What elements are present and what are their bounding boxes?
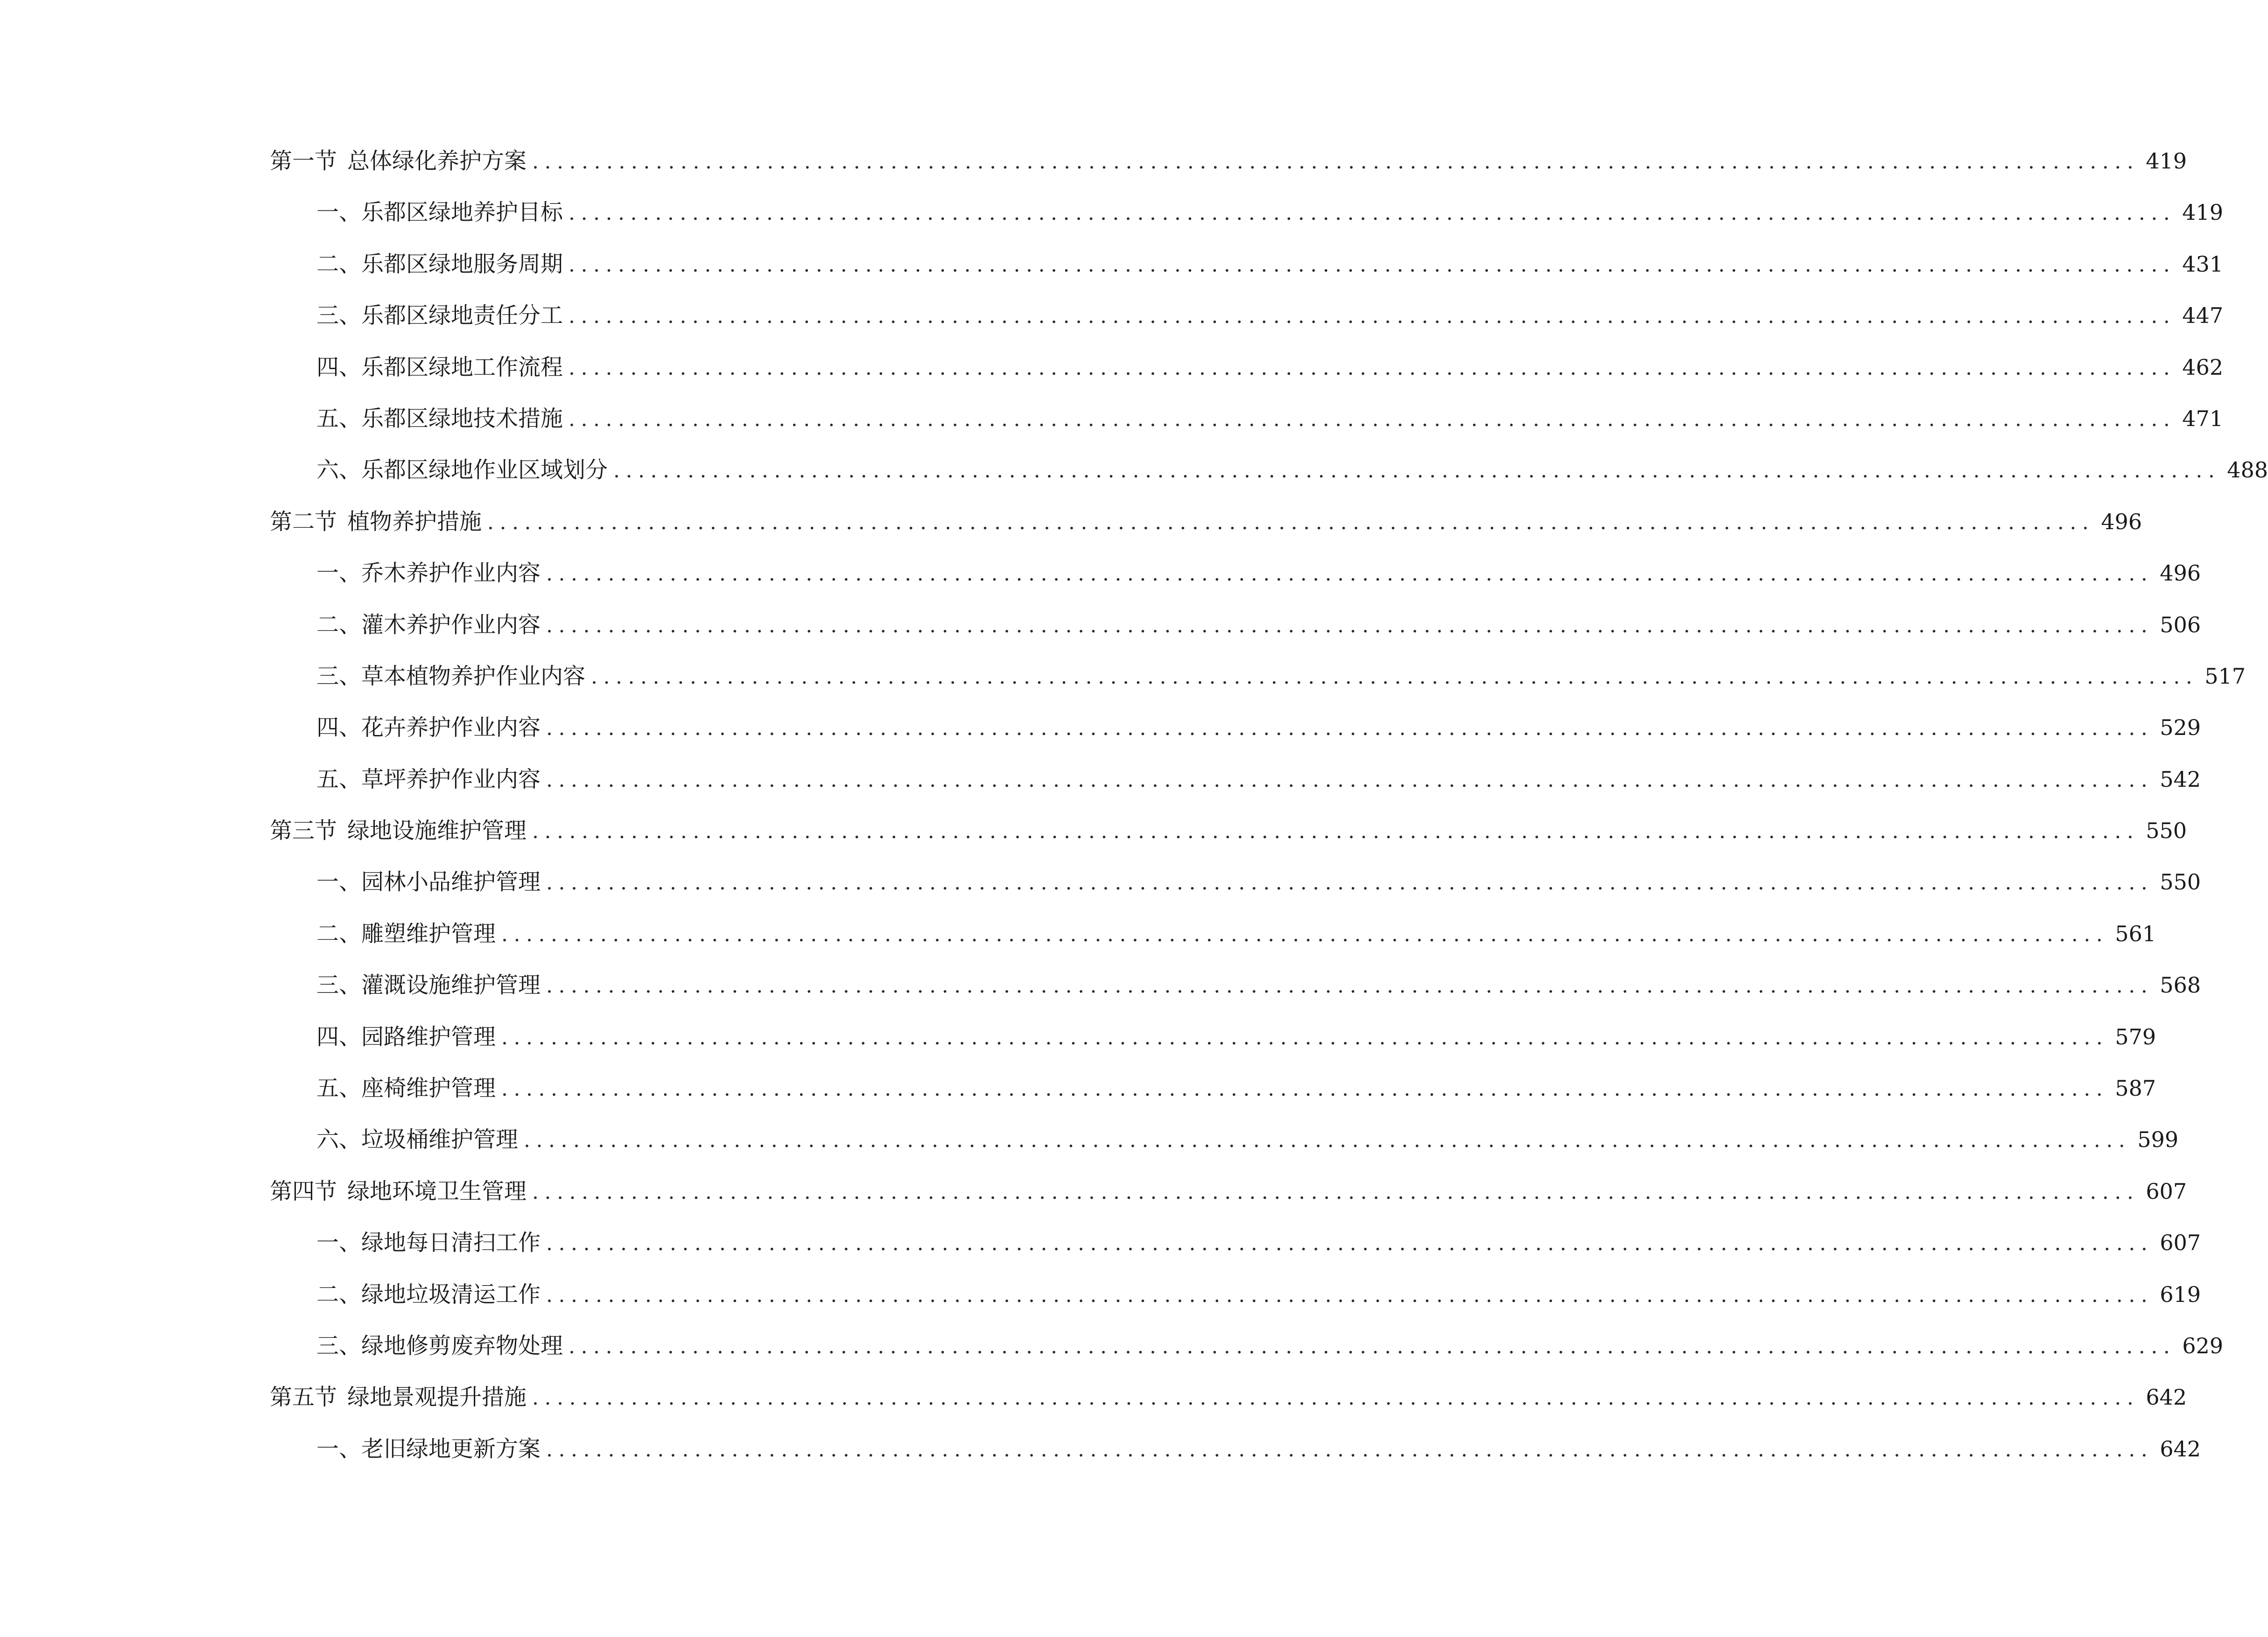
toc-entry[interactable] xyxy=(270,444,2268,496)
toc-dot-leader: .................................................................................................................................. xyxy=(546,1231,2154,1256)
toc-page-number: 496 xyxy=(2101,509,2142,534)
toc-entry[interactable] xyxy=(270,1423,2201,1475)
toc-page-number: 587 xyxy=(2115,1076,2156,1101)
toc-entry[interactable] xyxy=(270,393,2224,444)
toc-entry-title: 绿地设施维护管理 xyxy=(347,818,527,844)
toc-entry-number: 第四节 xyxy=(270,1178,337,1204)
toc-entry-title: 草坪养护作业内容 xyxy=(361,766,541,792)
toc-entry-number: 一、 xyxy=(316,199,362,226)
toc-entry[interactable] xyxy=(270,1217,2201,1268)
toc-dot-leader: .................................................................................................................................. xyxy=(546,613,2154,637)
toc-entry-number: 第三节 xyxy=(270,818,337,844)
toc-entry-title: 雕塑维护管理 xyxy=(361,920,496,947)
toc-page-number: 496 xyxy=(2160,560,2201,586)
toc-dot-leader: .................................................................................................................................. xyxy=(569,304,2176,329)
toc-entry-number: 一、 xyxy=(316,1230,362,1256)
toc-entry[interactable] xyxy=(270,135,2187,187)
toc-page-number: 542 xyxy=(2160,766,2201,792)
toc-entry-number: 第一节 xyxy=(270,148,337,174)
toc-entry-number: 第二节 xyxy=(270,508,337,535)
toc-entry-number: 第五节 xyxy=(270,1384,337,1411)
toc-dot-leader: .................................................................................................................................. xyxy=(532,150,2140,174)
toc-entry-number: 六、 xyxy=(316,457,362,483)
toc-entry[interactable] xyxy=(270,1011,2156,1063)
toc-entry-title: 绿地修剪废弃物处理 xyxy=(361,1332,563,1359)
toc-entry-title: 乐都区绿地作业区域划分 xyxy=(361,457,608,483)
toc-dot-leader: .................................................................................................................................. xyxy=(501,1077,2109,1101)
toc-entry-number: 三、 xyxy=(316,972,362,999)
toc-page-number: 506 xyxy=(2160,612,2201,637)
toc-entry-number: 四、 xyxy=(316,1023,362,1050)
toc-entry-number: 三、 xyxy=(316,663,362,689)
toc-entry-title: 老旧绿地更新方案 xyxy=(361,1435,541,1462)
toc-dot-leader: .................................................................................................................................. xyxy=(487,510,2095,534)
toc-entry-number: 一、 xyxy=(316,1435,362,1462)
toc-entry-number: 五、 xyxy=(316,766,362,792)
toc-entry-title: 草本植物养护作业内容 xyxy=(361,663,586,689)
toc-dot-leader: .................................................................................................................................. xyxy=(569,356,2176,380)
toc-entry-number: 一、 xyxy=(316,869,362,895)
toc-dot-leader: .................................................................................................................................. xyxy=(524,1128,2131,1153)
toc-page-number: 517 xyxy=(2205,663,2246,689)
toc-entry-title: 绿地每日清扫工作 xyxy=(361,1230,541,1256)
toc-entry-title: 乐都区绿地技术措施 xyxy=(361,405,563,432)
toc-entry[interactable] xyxy=(270,1320,2224,1371)
toc-page-number: 488 xyxy=(2227,457,2268,483)
toc-dot-leader: .................................................................................................................................. xyxy=(546,974,2154,998)
toc-entry-title: 乐都区绿地责任分工 xyxy=(361,302,563,329)
toc-entry-title: 绿地环境卫生管理 xyxy=(347,1178,527,1204)
toc-entry-number: 五、 xyxy=(316,405,362,432)
toc-dot-leader: .................................................................................................................................. xyxy=(569,201,2176,225)
toc-entry[interactable] xyxy=(270,342,2224,393)
toc-entry-number: 四、 xyxy=(316,354,362,380)
toc-page-number: 471 xyxy=(2182,406,2224,431)
toc-page-number: 529 xyxy=(2160,715,2201,741)
toc-entry-title: 乐都区绿地工作流程 xyxy=(361,354,563,380)
toc-entry-title: 灌溉设施维护管理 xyxy=(361,972,541,999)
toc-dot-leader: .................................................................................................................................. xyxy=(501,1025,2109,1049)
toc-entry-number: 六、 xyxy=(316,1126,362,1153)
toc-entry-title: 总体绿化养护方案 xyxy=(347,148,527,174)
toc-entry[interactable] xyxy=(270,547,2201,599)
toc-page-number: 568 xyxy=(2160,972,2201,998)
toc-entry[interactable] xyxy=(270,187,2224,238)
toc-entry-title: 花卉养护作业内容 xyxy=(361,714,541,741)
toc-entry[interactable] xyxy=(270,290,2224,341)
table-of-contents xyxy=(270,135,2268,1475)
toc-entry[interactable] xyxy=(270,908,2156,959)
toc-dot-leader: .................................................................................................................................. xyxy=(546,562,2154,586)
toc-page-number: 642 xyxy=(2160,1436,2201,1462)
toc-dot-leader: .................................................................................................................................. xyxy=(591,665,2198,689)
toc-entry[interactable] xyxy=(270,702,2201,753)
toc-dot-leader: .................................................................................................................................. xyxy=(532,819,2140,844)
toc-entry-title: 绿地景观提升措施 xyxy=(347,1384,527,1411)
toc-entry-title: 垃圾桶维护管理 xyxy=(361,1126,519,1153)
toc-entry-number: 二、 xyxy=(316,611,362,638)
toc-entry[interactable] xyxy=(270,805,2187,856)
toc-entry[interactable] xyxy=(270,238,2224,290)
toc-entry[interactable] xyxy=(270,1371,2187,1423)
toc-dot-leader: .................................................................................................................................. xyxy=(546,716,2154,741)
toc-page-number: 447 xyxy=(2182,303,2224,329)
toc-entry[interactable] xyxy=(270,754,2201,805)
toc-entry-number: 三、 xyxy=(316,302,362,329)
toc-page-number: 462 xyxy=(2182,354,2224,380)
toc-entry-title: 绿地垃圾清运工作 xyxy=(361,1281,541,1308)
toc-dot-leader: .................................................................................................................................. xyxy=(569,407,2176,431)
toc-entry[interactable] xyxy=(270,1114,2179,1165)
toc-dot-leader: .................................................................................................................................. xyxy=(613,459,2221,483)
toc-entry[interactable] xyxy=(270,1166,2187,1217)
toc-dot-leader: .................................................................................................................................. xyxy=(546,871,2154,895)
toc-entry[interactable] xyxy=(270,1269,2201,1320)
toc-page-number: 629 xyxy=(2182,1333,2224,1358)
toc-entry-number: 二、 xyxy=(316,920,362,947)
toc-dot-leader: .................................................................................................................................. xyxy=(546,1437,2154,1462)
toc-entry[interactable] xyxy=(270,599,2201,651)
toc-entry[interactable] xyxy=(270,1063,2156,1114)
toc-entry-title: 园林小品维护管理 xyxy=(361,869,541,895)
toc-page-number: 431 xyxy=(2182,251,2224,277)
toc-entry-title: 座椅维护管理 xyxy=(361,1075,496,1102)
toc-entry-title: 灌木养护作业内容 xyxy=(361,611,541,638)
toc-page-number: 607 xyxy=(2160,1230,2201,1256)
toc-entry-number: 二、 xyxy=(316,1281,362,1308)
toc-entry[interactable] xyxy=(270,856,2201,908)
toc-entry-title: 乐都区绿地养护目标 xyxy=(361,199,563,226)
toc-dot-leader: .................................................................................................................................. xyxy=(546,768,2154,792)
toc-entry-title: 乔木养护作业内容 xyxy=(361,560,541,587)
toc-page-number: 619 xyxy=(2160,1281,2201,1307)
toc-page-number: 561 xyxy=(2115,921,2156,946)
toc-entry-number: 一、 xyxy=(316,560,362,587)
toc-dot-leader: .................................................................................................................................. xyxy=(532,1386,2140,1410)
toc-entry[interactable] xyxy=(270,651,2246,702)
toc-entry-title: 乐都区绿地服务周期 xyxy=(361,251,563,277)
toc-entry-number: 四、 xyxy=(316,714,362,741)
toc-dot-leader: .................................................................................................................................. xyxy=(569,252,2176,277)
toc-dot-leader: .................................................................................................................................. xyxy=(546,1283,2154,1307)
toc-entry[interactable] xyxy=(270,496,2142,547)
toc-page-number: 599 xyxy=(2137,1127,2179,1153)
toc-dot-leader: .................................................................................................................................. xyxy=(501,922,2109,946)
toc-page-number: 579 xyxy=(2115,1024,2156,1049)
toc-entry[interactable] xyxy=(270,959,2201,1011)
toc-entry-number: 二、 xyxy=(316,251,362,277)
toc-page-number: 607 xyxy=(2146,1178,2187,1204)
toc-page-number: 419 xyxy=(2182,200,2224,225)
toc-page-number: 419 xyxy=(2146,148,2187,174)
toc-dot-leader: .................................................................................................................................. xyxy=(532,1180,2140,1204)
toc-page-number: 550 xyxy=(2160,869,2201,895)
toc-dot-leader: .................................................................................................................................. xyxy=(569,1334,2176,1358)
toc-entry-number: 三、 xyxy=(316,1332,362,1359)
toc-page-number: 550 xyxy=(2146,818,2187,844)
toc-entry-number: 五、 xyxy=(316,1075,362,1102)
toc-entry-title: 植物养护措施 xyxy=(347,508,482,535)
toc-page-number: 642 xyxy=(2146,1385,2187,1410)
toc-entry-title: 园路维护管理 xyxy=(361,1023,496,1050)
